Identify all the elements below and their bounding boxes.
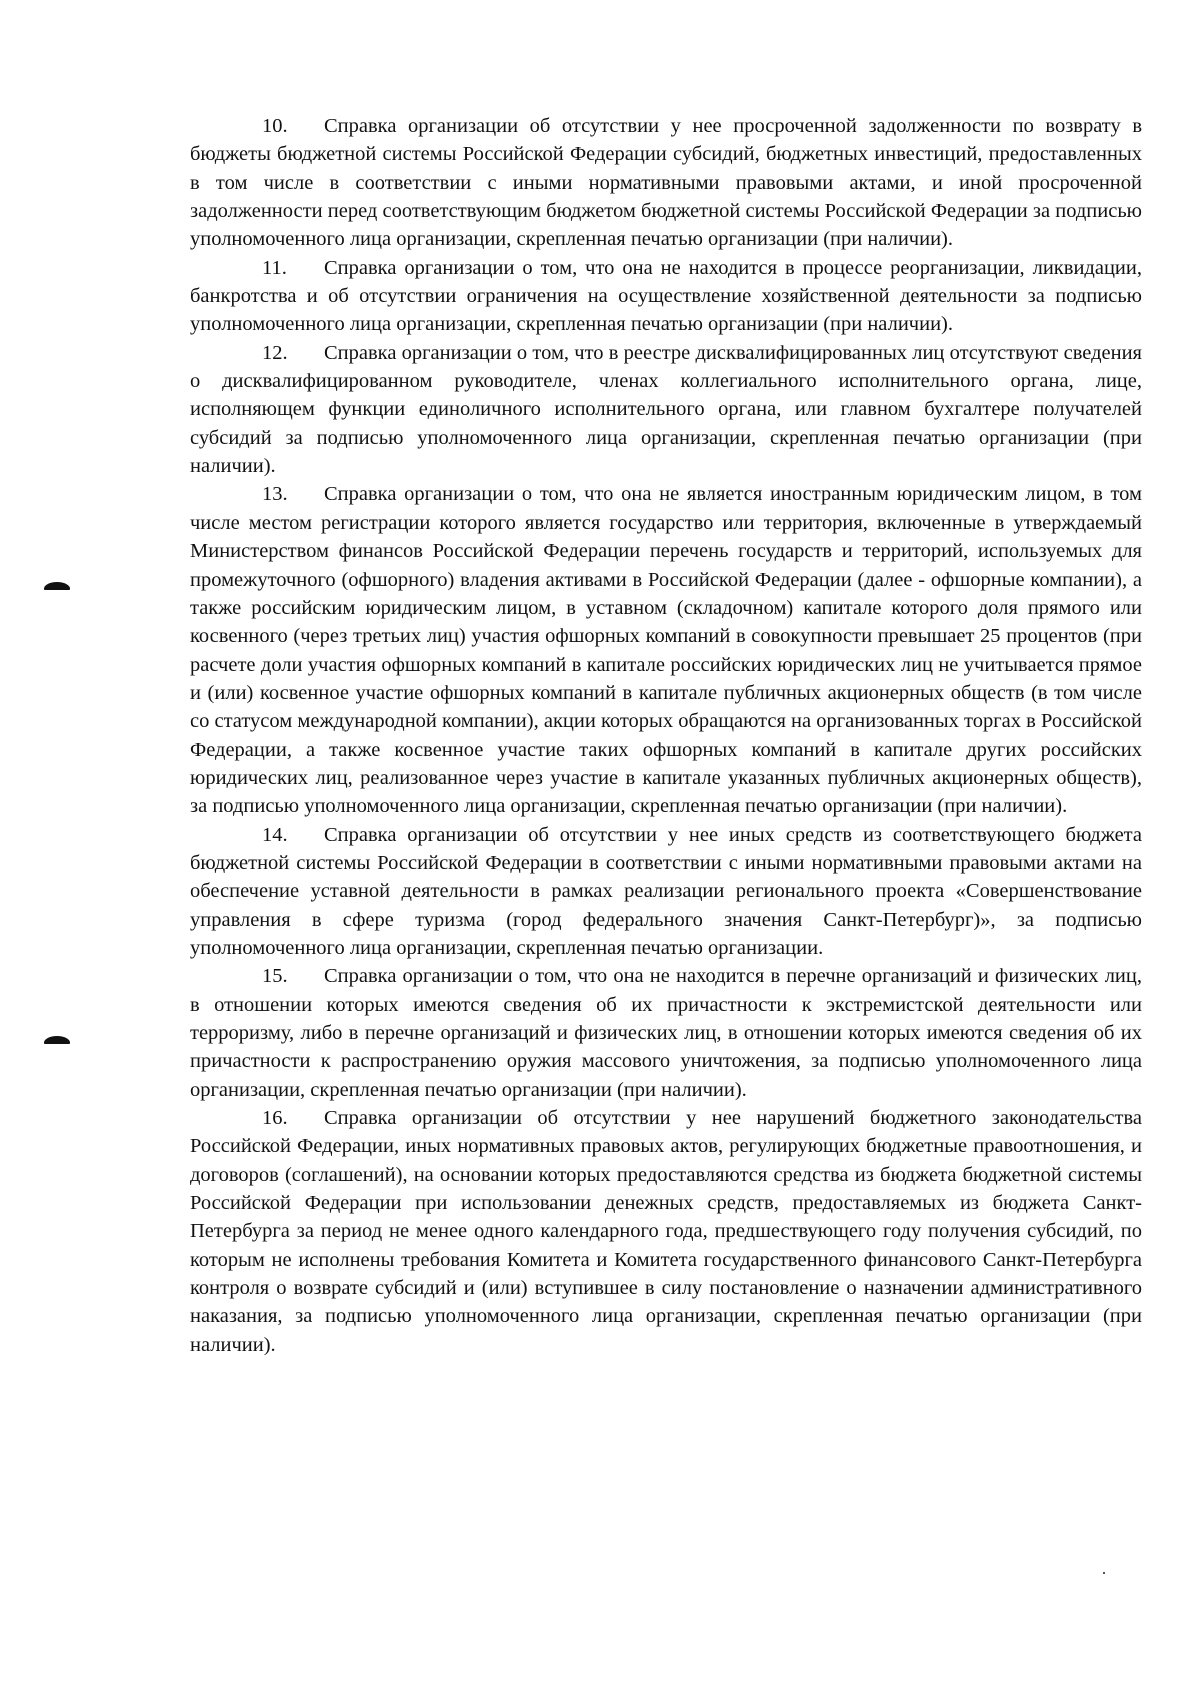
list-item-15 <box>190 962 1142 1104</box>
item-text: Справка организации о том, что она не является иностранным юридическим лицом, в том числе местом регистрации которого является государство или территория, включенные в утверждаемый Министерством финансов Российской Федерации перечень государств и территорий, используемых для промежуточного (офшорного) владения активами в Российской Федерации (далее - офшорные компании), а также российским юридическим лицом, в уставном (складочном) капитале которого доля прямого или косвенного (через третьих лиц) участия офшорных компаний в совокупности превышает 25 процентов (при расчете доли участия офшорных компаний в капитале российских юридических лиц не учитывается прямое и (или) косвенное участие офшорных компаний в капитале публичных акционерных обществ (в том числе со статусом международной компании), акции которых обращаются на организованных торгах в Российской Федерации, а также косвенное участие таких офшорных компаний в капитале других российских юридических лиц, реализованное через участие в капитале указанных публичных акционерных обществ), за подписью уполномоченного лица организации, скрепленная печатью организации (при наличии). <box>190 483 1142 818</box>
list-item-13 <box>190 480 1142 820</box>
document-body <box>190 112 1142 1359</box>
item-number: 10. <box>262 115 288 137</box>
list-item-11 <box>190 254 1142 339</box>
item-number: 11. <box>262 256 287 279</box>
item-text: Справка организации о том, что она не находится в перечне организаций и физических лиц, в отношении которых имеются сведения об их причастности к экстремистской деятельности или терроризму, либо в перечне организаций и физических лиц, в отношении которых имеются сведения об их причастности к распространению оружия массового уничтожения, за подписью уполномоченного лица организации, скрепленная печатью организации (при наличии). <box>190 965 1142 1101</box>
list-item-10 <box>190 112 1142 254</box>
item-text: Справка организации о том, что в реестре дисквалифицированных лиц отсутствуют сведения о дисквалифицированном руководителе, членах коллегиального исполнительного органа, лице, исполняющем функции единоличного исполнительного органа, или главном бухгалтере получателей субсидий за подписью уполномоченного лица организации, скрепленная печатью организации (при наличии). <box>190 341 1142 478</box>
item-text: Справка организации об отсутствии у нее иных средств из соответствующего бюджета бюджетной системы Российской Федерации в соответствии с иными нормативными правовыми актами на обеспечение уставной деятельности в рамках реализации регионального проекта «Совершенствование управления в сфере туризма (город федерального значения Санкт-Петербург)», за подписью уполномоченного лица организации, скрепленная печатью организации. <box>190 823 1142 959</box>
item-text: Справка организации об отсутствии у нее просроченной задолженности по возврату в бюджеты бюджетной системы Российской Федерации субсидий, бюджетных инвестиций, предоставленных в том числе в соответствии с иными нормативными правовыми актами, и иной просроченной задолженности перед соответствующим бюджетом бюджетной системы Российской Федерации за подписью уполномоченного лица организации, скрепленная печатью организации (при наличии). <box>190 115 1142 251</box>
item-number: 13. <box>262 483 288 506</box>
scan-punch-mark <box>44 582 70 590</box>
list-item-12 <box>190 339 1142 481</box>
scan-punch-mark <box>44 1036 70 1044</box>
item-number: 12. <box>262 341 288 364</box>
item-text: Справка организации об отсутствии у нее нарушений бюджетного законодательства Российской Федерации, иных нормативных правовых актов, регулирующих бюджетные правоотношения, и договоров (соглашений), на основании которых предоставляются средства из бюджета бюджетной системы Российской Федерации при использовании денежных средств, предоставляемых из бюджета Санкт-Петербурга за период не менее одного календарного года, предшествующего году получения субсидий, по которым не исполнены требования Комитета и Комитета государственного финансового Санкт-Петербурга контроля о возврате субсидий и (или) вступившее в силу постановление о назначении административного наказания, за подписью уполномоченного лица организации, скрепленная печатью организации (при наличии). <box>190 1107 1142 1356</box>
item-number: 14. <box>262 823 288 846</box>
list-item-14 <box>190 821 1142 963</box>
item-number: 15. <box>262 965 288 988</box>
list-item-16 <box>190 1104 1142 1359</box>
item-number: 16. <box>262 1107 288 1130</box>
item-text: Справка организации о том, что она не находится в процессе реорганизации, ликвидации, банкротства и об отсутствии ограничения на осуществление хозяйственной деятельности за подписью уполномоченного лица организации, скрепленная печатью организации (при наличии). <box>190 256 1142 336</box>
scan-speck <box>1103 1572 1105 1574</box>
